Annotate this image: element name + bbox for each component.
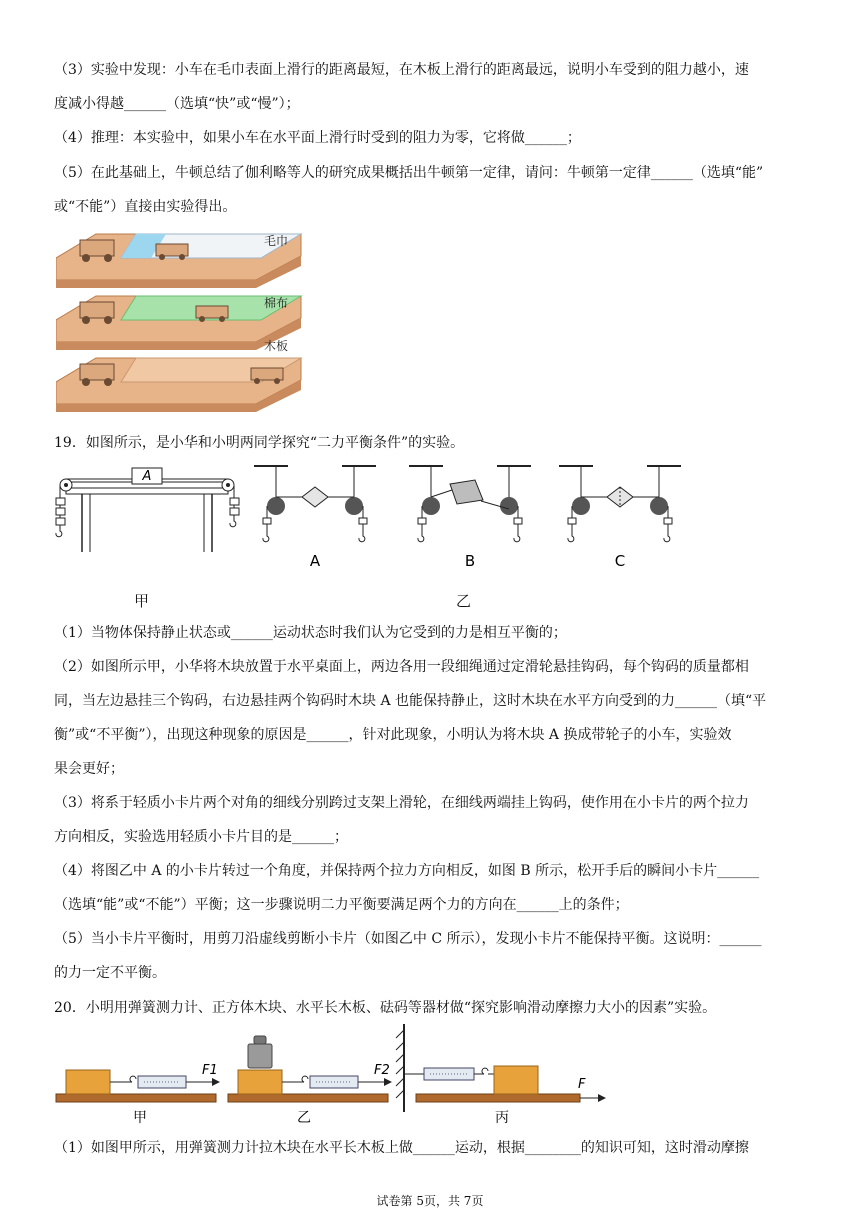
caption-yi: 乙 <box>456 592 472 610</box>
q18-part3-line1: （3）实验中发现：小车在毛巾表面上滑行的距离最短，在木板上滑行的距离最远，说明小车受到的阻力越小，速 <box>54 62 749 78</box>
block-a-label: A <box>142 469 152 484</box>
setup-label: B <box>464 552 476 570</box>
surface-label: 木板 <box>264 339 289 353</box>
setup-jia <box>56 1063 220 1126</box>
q19-part2-line4: 果会更好； <box>54 761 124 777</box>
card-setup-b <box>409 466 531 570</box>
q19-part1: （1）当物体保持静止状态或______运动状态时我们认为它受到的力是相互平衡的； <box>54 625 567 641</box>
q18-part4: （4）推理：本实验中，如果小车在水平面上滑行时受到的阻力为零，它将做______； <box>54 130 581 146</box>
q19-part3-line1: （3）将系于轻质小卡片两个对角的细线分别跨过支架上滑轮，在细线两端挂上钩码，使作用在小卡片的两个拉力 <box>54 795 749 811</box>
q19-part2-line1: （2）如图所示甲，小华将木块放置于水平桌面上，两边各用一段细绳通过定滑轮悬挂钩码，每个钩码的质量都相 <box>54 659 749 675</box>
card-setup-a <box>254 466 376 570</box>
q18-part3-line2: 度减小得越______（选填“快”或“慢”）； <box>54 96 300 112</box>
page-footer: 试卷第 5页，共 7页 <box>376 1194 484 1208</box>
friction-experiment-figure <box>52 1022 612 1132</box>
q18-part5-line2: 或“不能”）直接由实验得出。 <box>54 199 237 215</box>
setup-yi <box>228 1036 392 1126</box>
caption: 甲 <box>133 1110 147 1126</box>
ramp-towel <box>56 233 301 288</box>
setup-label: C <box>614 552 626 570</box>
q19-stem: 19．如图所示，是小华和小明两同学探究“二力平衡条件”的实验。 <box>54 435 465 451</box>
force-label: F <box>578 1077 586 1092</box>
surface-label: 毛巾 <box>264 234 289 248</box>
q19-part5-line1: （5）当小卡片平衡时，用剪刀沿虚线剪断小卡片（如图乙中 C 所示），发现小卡片不能保持平衡。这说明：______ <box>54 931 762 947</box>
figure-yi-cards <box>250 462 690 572</box>
q20-stem: 20．小明用弹簧测力计、正方体木块、水平长木板、砝码等器材做“探究影响滑动摩擦力大小的因素”实验。 <box>54 1000 717 1016</box>
card-setup-c <box>559 466 681 570</box>
figure-jia-table <box>52 462 242 562</box>
q19-part2-line2: 同，当左边悬挂三个钩码，右边悬挂两个钩码时木块 A 也能保持静止，这时木块在水平方向受到的力______（填“平 <box>54 693 767 709</box>
force-label: F2 <box>374 1063 390 1078</box>
caption: 丙 <box>495 1110 509 1126</box>
caption: 乙 <box>297 1110 311 1126</box>
q18-part5-line1: （5）在此基础上，牛顿总结了伽利略等人的研究成果概括出牛顿第一定律，请问：牛顿第一定律______（选填“能” <box>54 165 764 181</box>
setup-bing <box>396 1024 606 1126</box>
q20-part1: （1）如图甲所示，用弹簧测力计拉木块在水平长木板上做______运动，根据________的知识可知，这时滑动摩擦 <box>54 1140 749 1156</box>
surface-label: 棉布 <box>264 296 289 310</box>
weight <box>248 1044 272 1068</box>
q19-part5-line2: 的力一定不平衡。 <box>54 965 166 981</box>
q19-part4-line2: （选填“能”或“不能”）平衡；这一步骤说明二力平衡要满足两个力的方向在______上的条件； <box>54 897 629 913</box>
force-label: F1 <box>202 1063 218 1078</box>
q19-part3-line2: 方向相反，实验选用轻质小卡片目的是______； <box>54 829 348 845</box>
ramp-surfaces-figure <box>56 228 306 413</box>
q19-part2-line3: 衡”或“不平衡”），出现这种现象的原因是______，针对此现象，小明认为将木块 A 换成带轮子的小车，实验效 <box>54 727 732 743</box>
q19-part4-line1: （4）将图乙中 A 的小卡片转过一个角度，并保持两个拉力方向相反，如图 B 所示，松开手后的瞬间小卡片______ <box>54 863 760 879</box>
caption-jia: 甲 <box>134 592 150 610</box>
setup-label: A <box>309 552 321 570</box>
